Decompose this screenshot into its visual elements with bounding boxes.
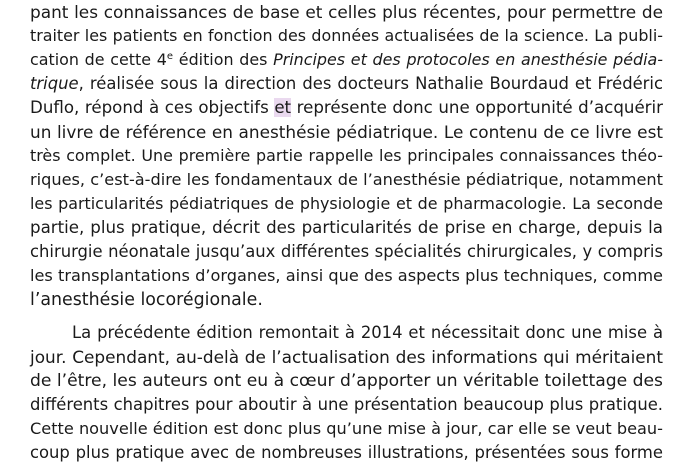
superscript: e: [166, 51, 174, 62]
paragraph-2-line-4: différents chapitres pour aboutir à une présentation beaucoup plus pratique.: [30, 395, 663, 414]
paragraph-1-line-6: un livre de référence en anesthésie pédiatrique. Le contenu de ce livre est: [30, 122, 663, 142]
paragraph-1-line-9: les particularités pédiatriques de physiologie et de pharmacologie. La seconde: [30, 194, 663, 213]
paragraph-1-line-2: traiter les patients en fonction des données actualisées de la science. La publi-: [30, 26, 663, 45]
text-run: cation de cette 4: [30, 50, 167, 69]
paragraph-1-line-7: très complet. Une première partie rappelle les principales connaissances théo-: [30, 146, 663, 165]
paragraph-1-line-10: partie, plus pratique, décrit des particularités de prise en charge, depuis la: [30, 218, 663, 237]
highlighted-word: et: [274, 98, 292, 117]
paragraph-1-line-11: chirurgie néonatale jusqu’aux différentes spécialités chirurgicales, y compris: [30, 242, 663, 261]
paragraph-1-line-4: [30, 72, 663, 96]
paragraph-1-line-12: les transplantations d’organes, ainsi que des aspects plus techniques, comme: [30, 266, 663, 285]
paragraph-1-line-3: [30, 48, 663, 72]
paragraph-2-line-5: Cette nouvelle édition est donc plus qu’une mise à jour, car elle se veut beau-: [30, 419, 663, 438]
paragraph-2-line-2: jour. Cependant, au-delà de l’actualisation des informations qui méritaient: [30, 347, 663, 367]
paragraph-1-line-8: riques, c’est-à-dire les fondamentaux de l’anesthésie pédiatrique, notamment: [30, 170, 663, 189]
book-title-italic: Principes et des protocoles en anesthésie pédia-: [273, 50, 664, 69]
text-run: édition des: [173, 50, 274, 69]
text-run: représente donc une opportunité d’acquérir: [291, 98, 663, 117]
book-title-italic: trique: [30, 74, 79, 93]
paragraph-2-line-6: coup plus pratique avec de nombreuses illustrations, présentées sous forme: [30, 443, 663, 462]
paragraph-1-line-13: l’anesthésie locorégionale.: [30, 290, 263, 310]
paragraph-2-line-1: La précédente édition remontait à 2014 et nécessitait donc une mise à: [72, 323, 663, 342]
text-run: , réalisée sous la direction des docteurs Nathalie Bourdaud et Frédéric: [78, 74, 663, 93]
paragraph-1-line-1: pant les connaissances de base et celles plus récentes, pour permettre de: [30, 2, 663, 22]
text-run: Duflo, répond à ces objectifs: [30, 98, 275, 117]
paragraph-2-line-3: de l’être, les auteurs ont eu à cœur d’apporter un véritable toilettage des: [30, 371, 663, 391]
paragraph-1-line-5: [30, 96, 663, 120]
